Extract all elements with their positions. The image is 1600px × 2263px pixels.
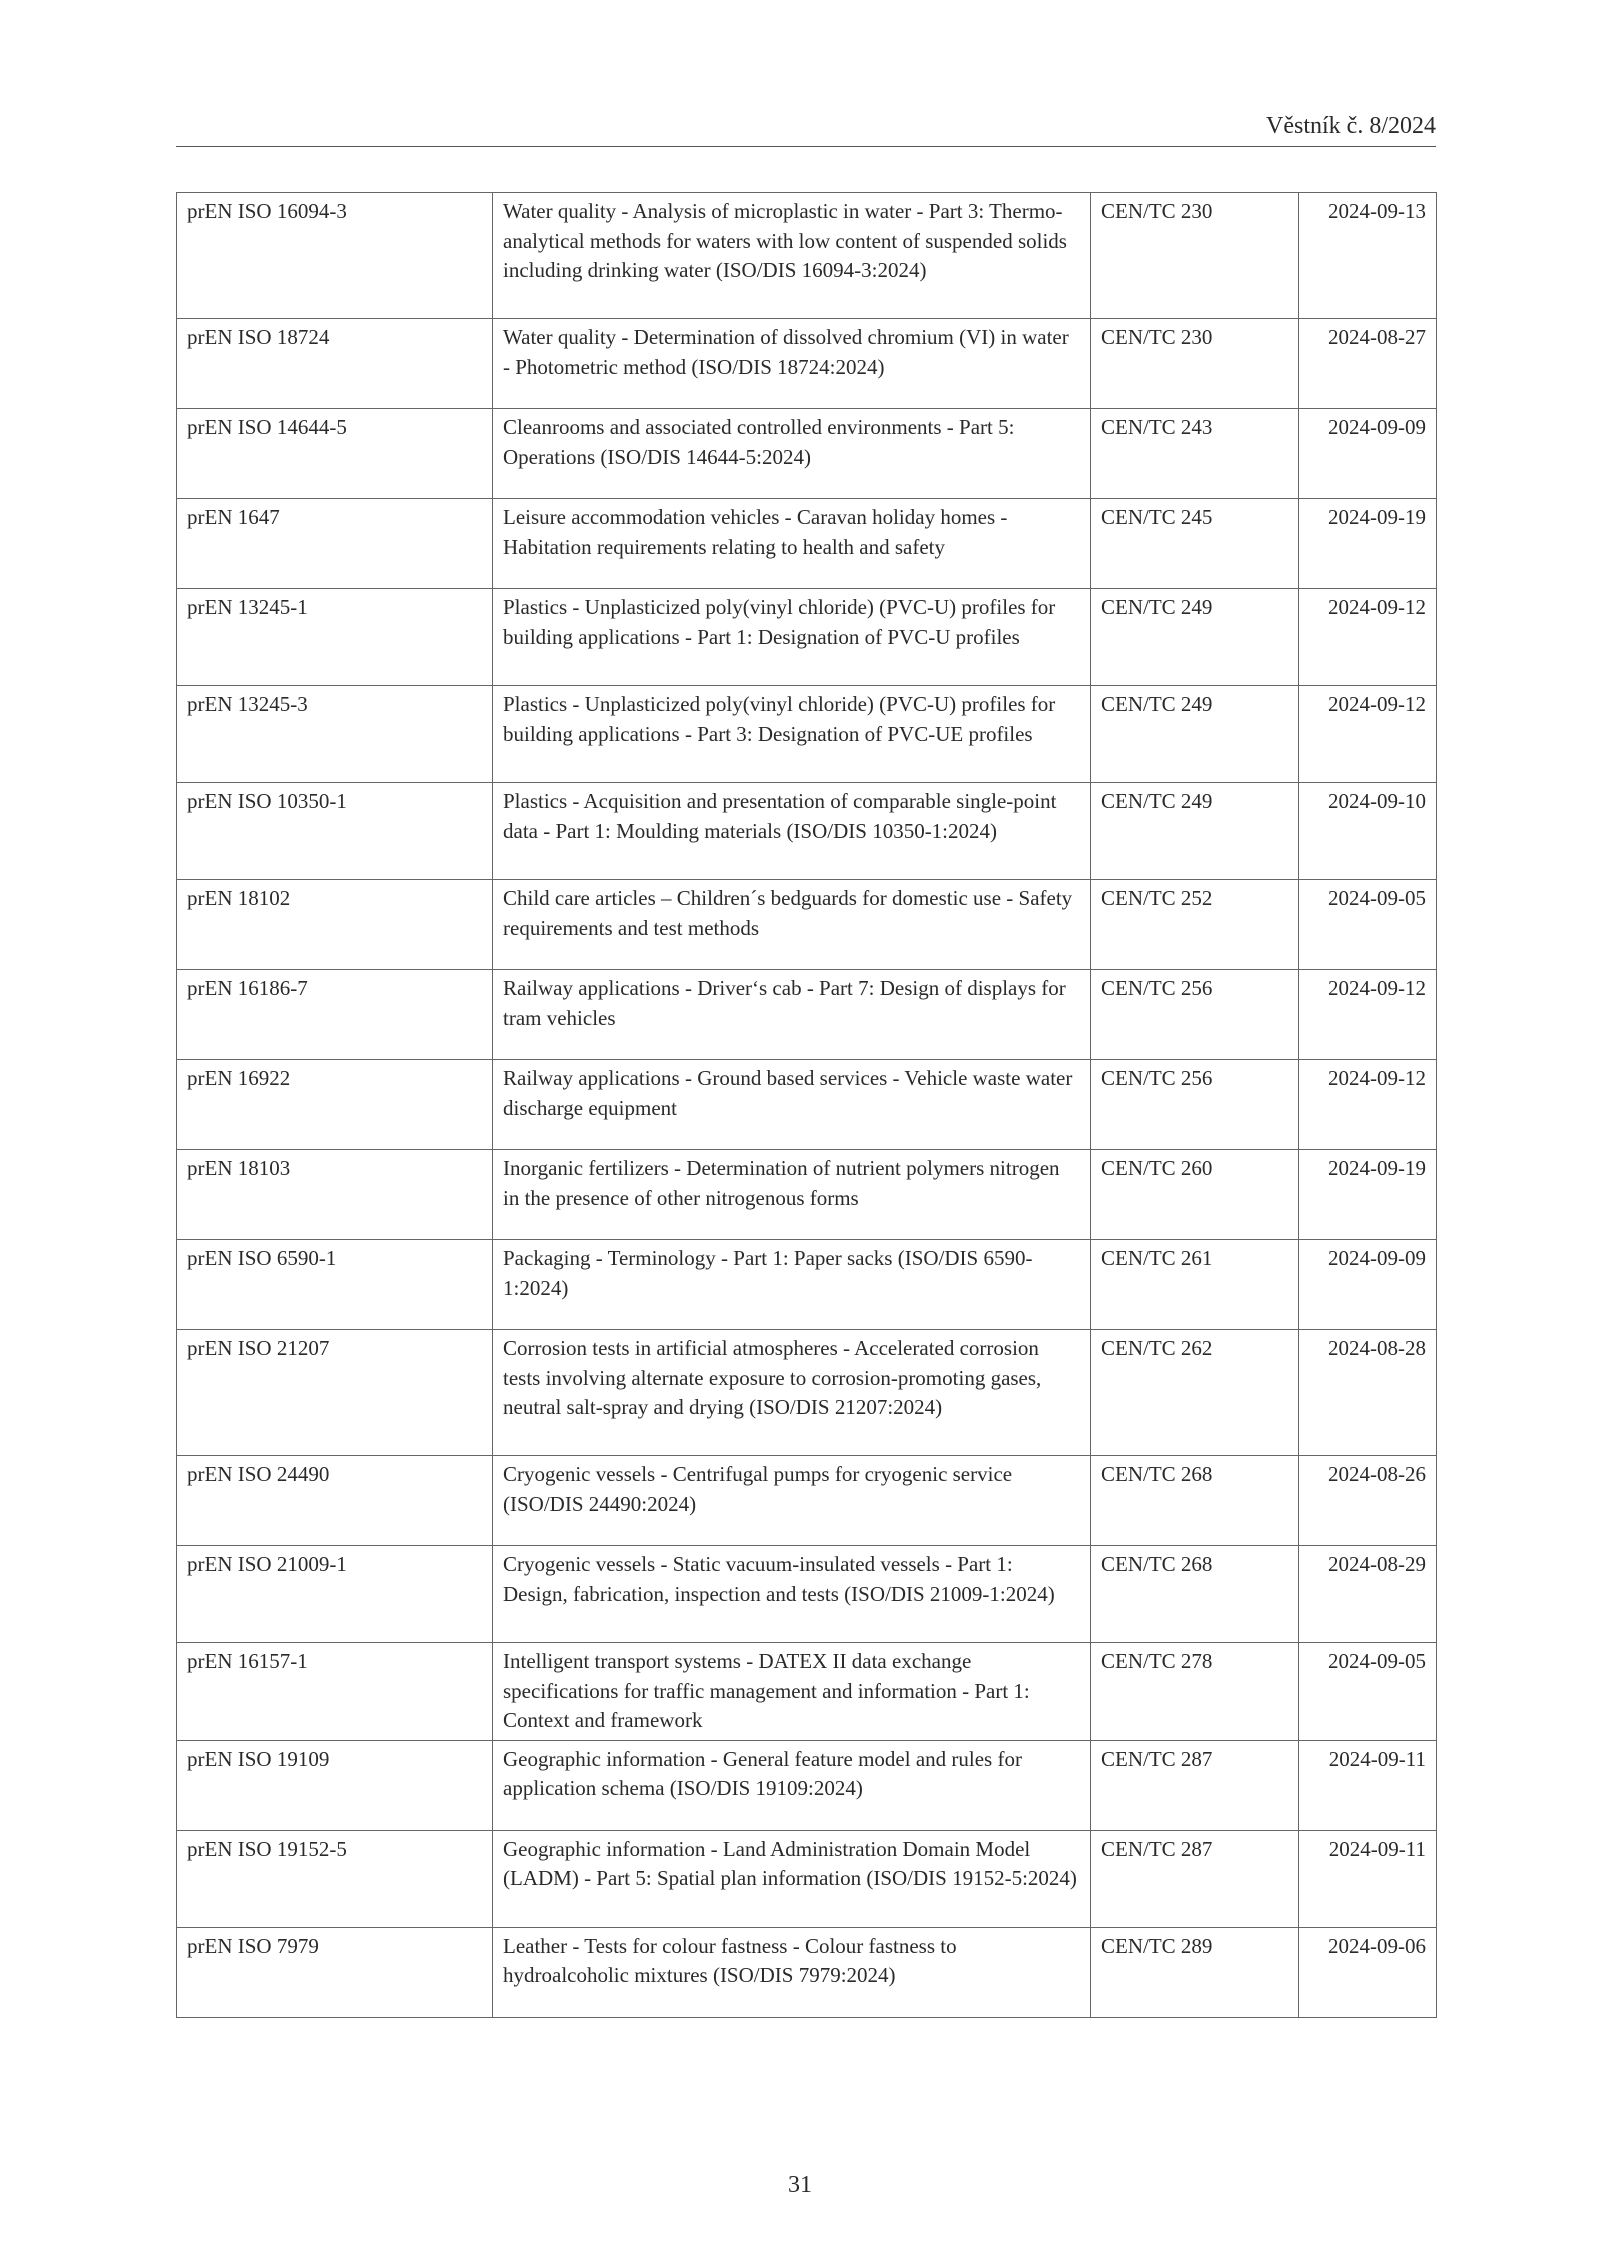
technical-committee: CEN/TC 261 xyxy=(1091,1240,1299,1330)
standard-code: prEN ISO 18724 xyxy=(177,319,493,409)
deadline-date: 2024-08-28 xyxy=(1299,1330,1437,1456)
standard-title: Geographic information - Land Administration Domain Model (LADM) - Part 5: Spatial plan information (ISO/DIS 19152-5:2024) xyxy=(493,1830,1091,1927)
standards-table xyxy=(176,192,1437,2018)
deadline-date: 2024-09-09 xyxy=(1299,409,1437,499)
standard-title: Plastics - Unplasticized poly(vinyl chloride) (PVC-U) profiles for building applications - Part 1: Designation of PVC-U profiles xyxy=(493,589,1091,686)
table-row xyxy=(177,1927,1437,2017)
table-row xyxy=(177,1240,1437,1330)
standard-code: prEN 18103 xyxy=(177,1150,493,1240)
page-header xyxy=(176,112,1436,147)
deadline-date: 2024-09-19 xyxy=(1299,499,1437,589)
standard-title: Water quality - Analysis of microplastic in water - Part 3: Thermo-analytical methods for waters with low content of suspended solids including drinking water (ISO/DIS 16094-3:2024) xyxy=(493,193,1091,319)
technical-committee: CEN/TC 230 xyxy=(1091,319,1299,409)
deadline-date: 2024-08-26 xyxy=(1299,1456,1437,1546)
standard-code: prEN ISO 14644-5 xyxy=(177,409,493,499)
technical-committee: CEN/TC 268 xyxy=(1091,1456,1299,1546)
standard-title: Corrosion tests in artificial atmospheres - Accelerated corrosion tests involving alternate exposure to corrosion-promoting gases, neutral salt-spray and drying (ISO/DIS 21207:2024) xyxy=(493,1330,1091,1456)
table-row xyxy=(177,589,1437,686)
deadline-date: 2024-09-12 xyxy=(1299,1060,1437,1150)
table-row xyxy=(177,1643,1437,1741)
header-title: Věstník č. 8/2024 xyxy=(1266,113,1436,139)
deadline-date: 2024-09-12 xyxy=(1299,589,1437,686)
deadline-date: 2024-09-19 xyxy=(1299,1150,1437,1240)
table-row xyxy=(177,499,1437,589)
table-row xyxy=(177,1546,1437,1643)
standard-code: prEN 16186-7 xyxy=(177,970,493,1060)
standard-code: prEN 13245-3 xyxy=(177,686,493,783)
technical-committee: CEN/TC 268 xyxy=(1091,1546,1299,1643)
technical-committee: CEN/TC 260 xyxy=(1091,1150,1299,1240)
technical-committee: CEN/TC 243 xyxy=(1091,409,1299,499)
technical-committee: CEN/TC 289 xyxy=(1091,1927,1299,2017)
table-row xyxy=(177,970,1437,1060)
standard-code: prEN ISO 19109 xyxy=(177,1740,493,1830)
standard-title: Railway applications - Driver‘s cab - Part 7: Design of displays for tram vehicles xyxy=(493,970,1091,1060)
standard-title: Packaging - Terminology - Part 1: Paper sacks (ISO/DIS 6590-1:2024) xyxy=(493,1240,1091,1330)
standard-title: Child care articles – Children´s bedguards for domestic use - Safety requirements and test methods xyxy=(493,880,1091,970)
standard-title: Geographic information - General feature model and rules for application schema (ISO/DIS 19109:2024) xyxy=(493,1740,1091,1830)
standard-code: prEN ISO 16094-3 xyxy=(177,193,493,319)
standard-title: Cleanrooms and associated controlled environments - Part 5: Operations (ISO/DIS 14644-5:2024) xyxy=(493,409,1091,499)
deadline-date: 2024-09-12 xyxy=(1299,686,1437,783)
table-row xyxy=(177,1740,1437,1830)
technical-committee: CEN/TC 256 xyxy=(1091,1060,1299,1150)
technical-committee: CEN/TC 256 xyxy=(1091,970,1299,1060)
table-row xyxy=(177,686,1437,783)
technical-committee: CEN/TC 230 xyxy=(1091,193,1299,319)
table-row xyxy=(177,1060,1437,1150)
standard-title: Intelligent transport systems - DATEX II data exchange specifications for traffic management and information - Part 1: Context and framework xyxy=(493,1643,1091,1741)
standard-code: prEN ISO 24490 xyxy=(177,1456,493,1546)
standard-title: Water quality - Determination of dissolved chromium (VI) in water - Photometric method (ISO/DIS 18724:2024) xyxy=(493,319,1091,409)
deadline-date: 2024-09-13 xyxy=(1299,193,1437,319)
deadline-date: 2024-09-11 xyxy=(1299,1830,1437,1927)
technical-committee: CEN/TC 278 xyxy=(1091,1643,1299,1741)
standard-code: prEN ISO 6590-1 xyxy=(177,1240,493,1330)
deadline-date: 2024-08-27 xyxy=(1299,319,1437,409)
table-row xyxy=(177,1150,1437,1240)
technical-committee: CEN/TC 287 xyxy=(1091,1830,1299,1927)
standard-code: prEN 13245-1 xyxy=(177,589,493,686)
technical-committee: CEN/TC 245 xyxy=(1091,499,1299,589)
standard-code: prEN ISO 21009-1 xyxy=(177,1546,493,1643)
deadline-date: 2024-09-05 xyxy=(1299,1643,1437,1741)
table-row xyxy=(177,1330,1437,1456)
table-row xyxy=(177,783,1437,880)
technical-committee: CEN/TC 262 xyxy=(1091,1330,1299,1456)
technical-committee: CEN/TC 249 xyxy=(1091,783,1299,880)
standard-title: Plastics - Unplasticized poly(vinyl chloride) (PVC-U) profiles for building applications - Part 3: Designation of PVC-UE profiles xyxy=(493,686,1091,783)
standard-code: prEN 16157-1 xyxy=(177,1643,493,1741)
table-row xyxy=(177,1830,1437,1927)
technical-committee: CEN/TC 252 xyxy=(1091,880,1299,970)
table-row xyxy=(177,319,1437,409)
standard-code: prEN ISO 19152-5 xyxy=(177,1830,493,1927)
standard-title: Leisure accommodation vehicles - Caravan holiday homes - Habitation requirements relating to health and safety xyxy=(493,499,1091,589)
standard-code: prEN ISO 7979 xyxy=(177,1927,493,2017)
table-row xyxy=(177,880,1437,970)
standard-title: Railway applications - Ground based services - Vehicle waste water discharge equipment xyxy=(493,1060,1091,1150)
standard-code: prEN 18102 xyxy=(177,880,493,970)
deadline-date: 2024-08-29 xyxy=(1299,1546,1437,1643)
technical-committee: CEN/TC 287 xyxy=(1091,1740,1299,1830)
table-row xyxy=(177,1456,1437,1546)
deadline-date: 2024-09-12 xyxy=(1299,970,1437,1060)
technical-committee: CEN/TC 249 xyxy=(1091,589,1299,686)
standard-title: Cryogenic vessels - Centrifugal pumps for cryogenic service (ISO/DIS 24490:2024) xyxy=(493,1456,1091,1546)
standard-code: prEN 16922 xyxy=(177,1060,493,1150)
deadline-date: 2024-09-09 xyxy=(1299,1240,1437,1330)
standard-code: prEN ISO 21207 xyxy=(177,1330,493,1456)
standard-code: prEN 1647 xyxy=(177,499,493,589)
deadline-date: 2024-09-10 xyxy=(1299,783,1437,880)
standard-title: Cryogenic vessels - Static vacuum-insulated vessels - Part 1: Design, fabrication, inspection and tests (ISO/DIS 21009-1:2024) xyxy=(493,1546,1091,1643)
standard-title: Inorganic fertilizers - Determination of nutrient polymers nitrogen in the presence of other nitrogenous forms xyxy=(493,1150,1091,1240)
table-row xyxy=(177,409,1437,499)
standard-code: prEN ISO 10350-1 xyxy=(177,783,493,880)
deadline-date: 2024-09-11 xyxy=(1299,1740,1437,1830)
technical-committee: CEN/TC 249 xyxy=(1091,686,1299,783)
page-number: 31 xyxy=(788,2172,812,2198)
deadline-date: 2024-09-05 xyxy=(1299,880,1437,970)
standard-title: Plastics - Acquisition and presentation of comparable single-point data - Part 1: Moulding materials (ISO/DIS 10350-1:2024) xyxy=(493,783,1091,880)
deadline-date: 2024-09-06 xyxy=(1299,1927,1437,2017)
table-row xyxy=(177,193,1437,319)
standard-title: Leather - Tests for colour fastness - Colour fastness to hydroalcoholic mixtures (ISO/DIS 7979:2024) xyxy=(493,1927,1091,2017)
